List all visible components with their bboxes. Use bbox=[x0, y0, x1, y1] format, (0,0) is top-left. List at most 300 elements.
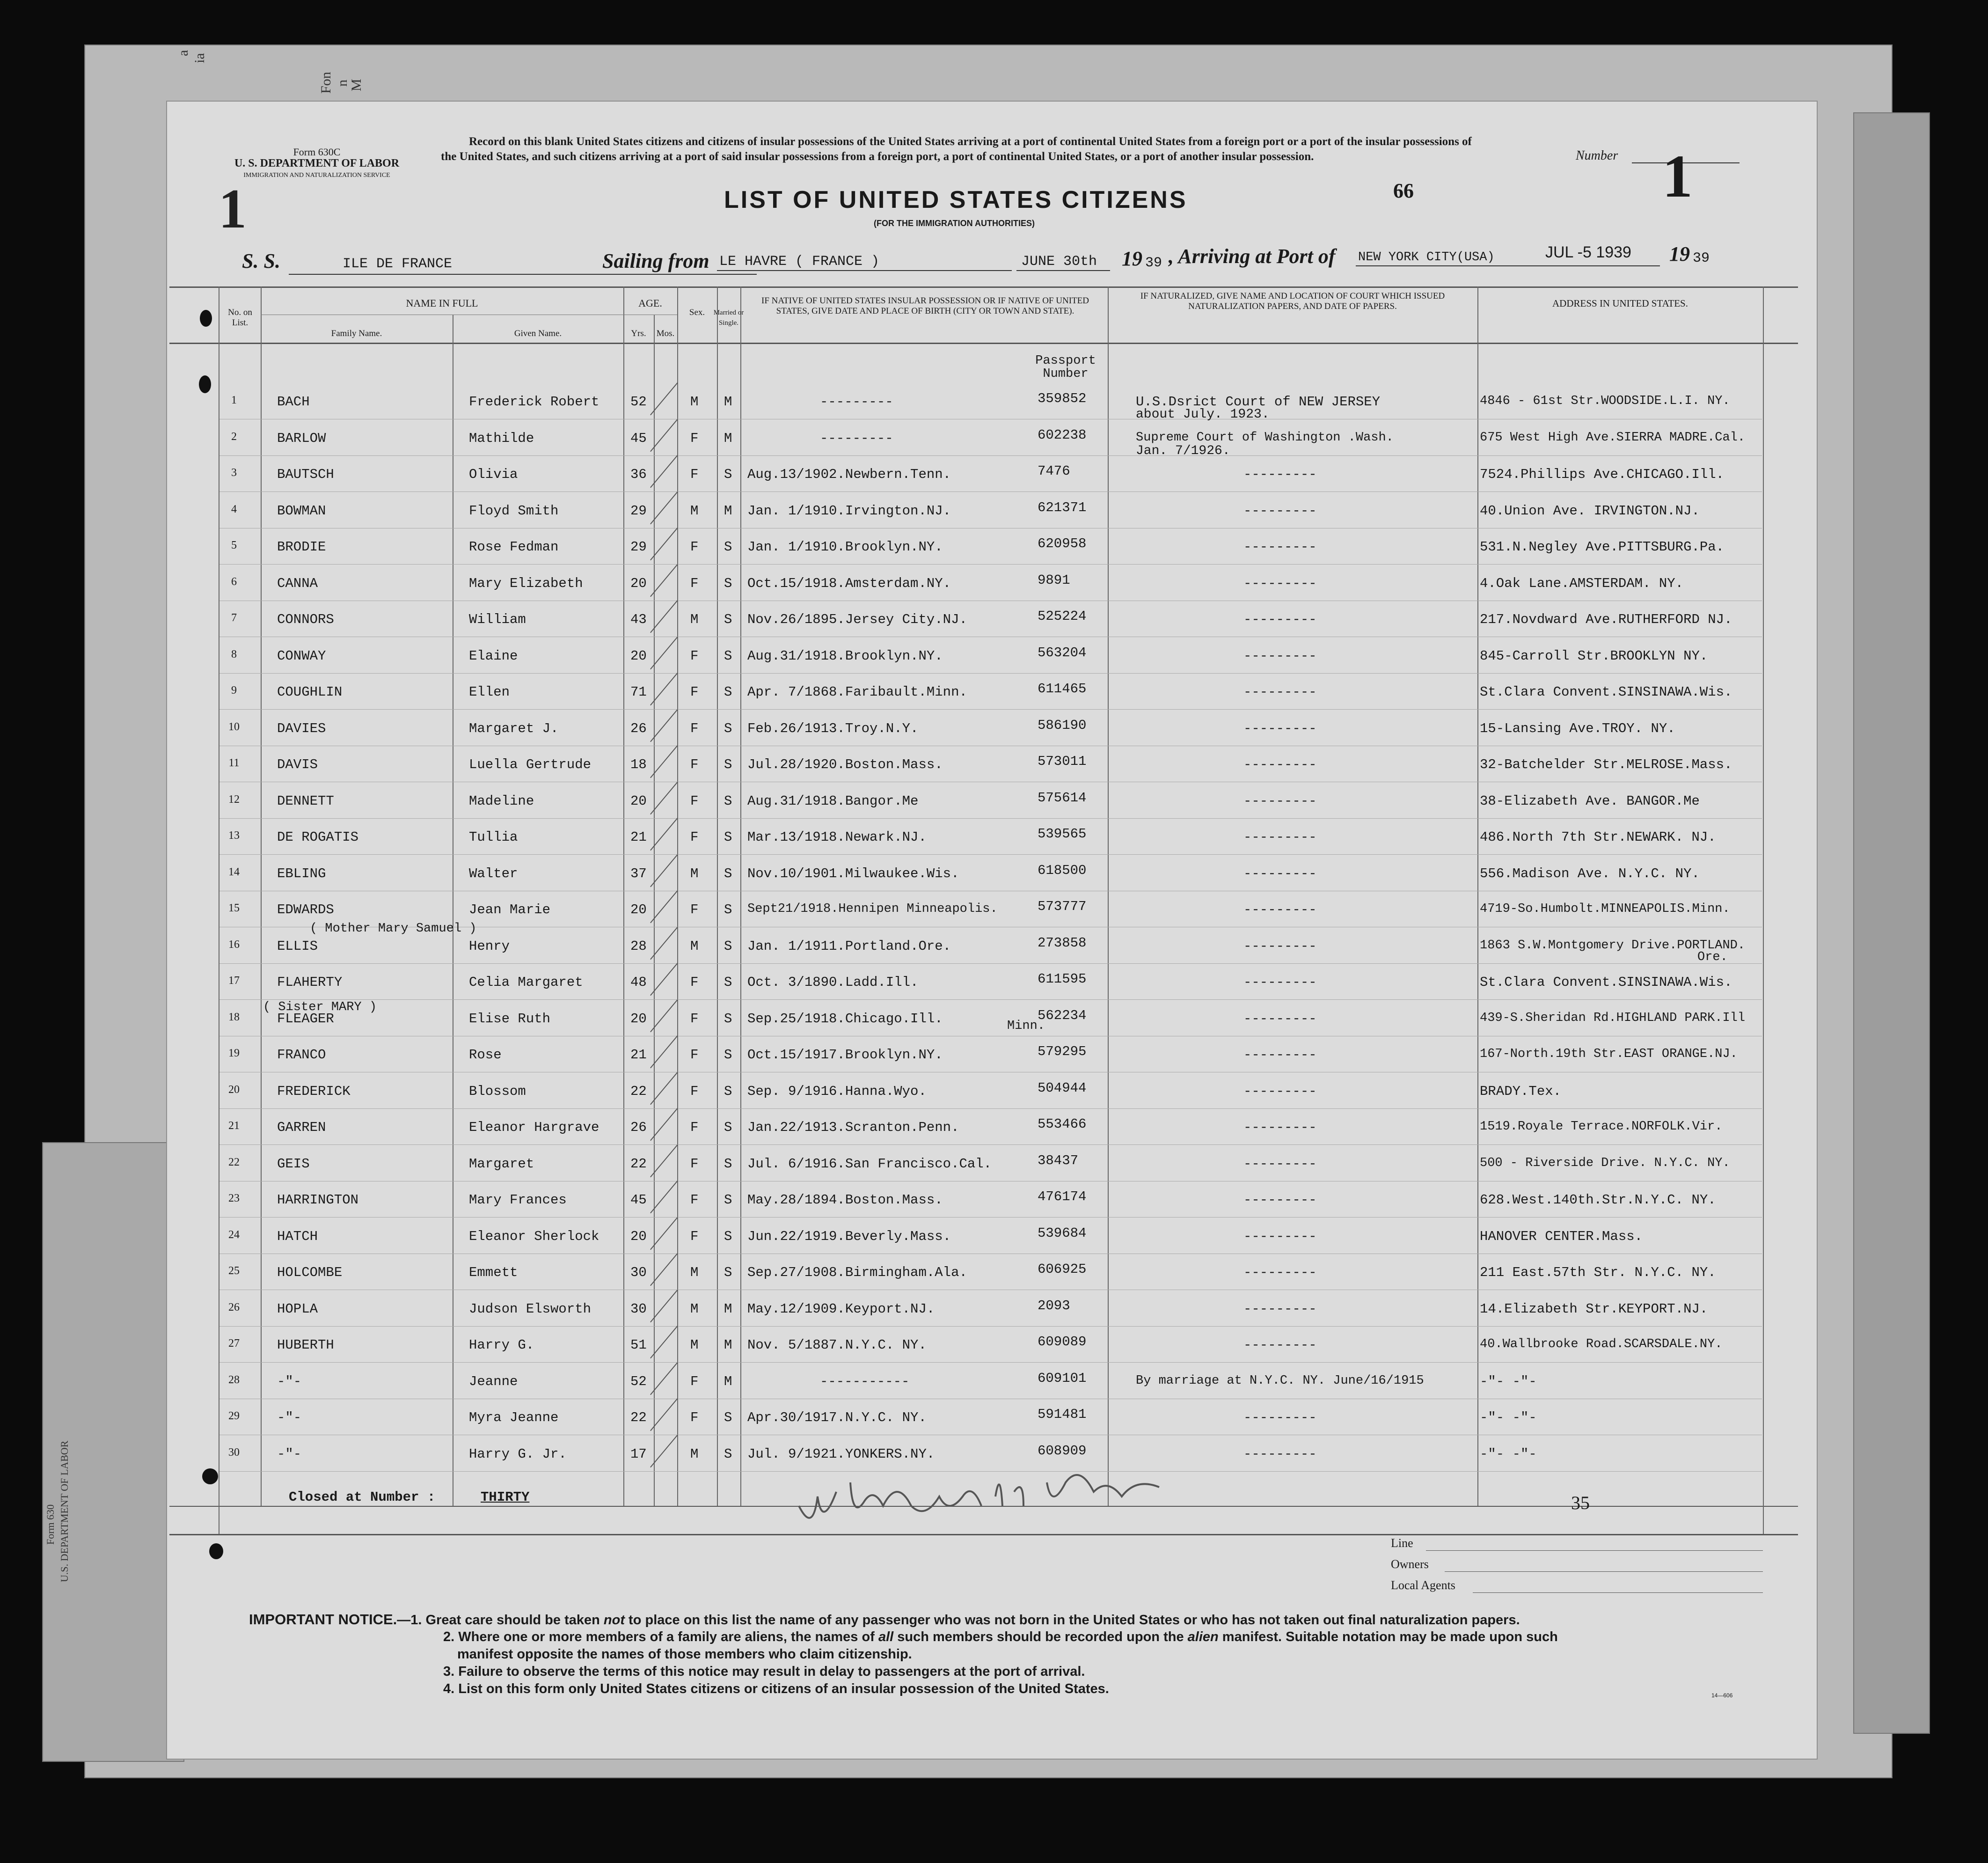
passport-number: 359852 bbox=[1038, 391, 1087, 406]
row-number: 22 bbox=[228, 1156, 240, 1168]
col-divider bbox=[1477, 286, 1478, 1506]
marital-status: M bbox=[724, 430, 732, 446]
birth-date-place: Nov.10/1901.Milwaukee.Wis. bbox=[747, 865, 959, 881]
row-number: 29 bbox=[228, 1410, 240, 1422]
family-name: HATCH bbox=[277, 1228, 318, 1244]
date-from-underline bbox=[1016, 270, 1110, 271]
row-rule bbox=[219, 491, 1762, 492]
notice-item-1 bbox=[249, 1611, 1520, 1628]
col-divider bbox=[654, 315, 655, 1506]
under-margin-text: Fon bbox=[318, 72, 334, 94]
marital-status: S bbox=[724, 467, 732, 482]
col-header-yrs: Yrs. bbox=[631, 329, 646, 338]
sex: F bbox=[690, 829, 699, 845]
age-years: 20 bbox=[630, 648, 647, 664]
signoff-underline bbox=[1445, 1571, 1763, 1572]
signoff-agents-label: Local Agents bbox=[1391, 1578, 1455, 1592]
row-rule bbox=[219, 818, 1762, 819]
page-subtitle: (FOR THE IMMIGRATION AUTHORITIES) bbox=[874, 219, 1035, 228]
row-number: 25 bbox=[228, 1265, 240, 1277]
row-number: 1 bbox=[231, 394, 237, 406]
us-address: 556.Madison Ave. N.Y.C. NY. bbox=[1480, 865, 1700, 881]
row-rule bbox=[219, 1108, 1762, 1109]
marital-status: S bbox=[724, 1265, 732, 1280]
family-name: ELLIS bbox=[277, 938, 318, 954]
age-years: 26 bbox=[630, 1120, 647, 1135]
naturalization-info: --------- bbox=[1243, 612, 1317, 627]
birth-date-place: Aug.31/1918.Bangor.Me bbox=[747, 793, 919, 809]
row-number: 26 bbox=[228, 1301, 240, 1313]
port-to-underline bbox=[1356, 265, 1660, 266]
given-name: Rose Fedman bbox=[469, 539, 559, 555]
age-years: 20 bbox=[630, 793, 647, 809]
naturalization-info: --------- bbox=[1243, 829, 1317, 845]
birth-date-place: Aug.13/1902.Newbern.Tenn. bbox=[747, 467, 951, 482]
signoff-underline bbox=[1473, 1592, 1763, 1593]
col-divider bbox=[623, 286, 624, 1506]
sex: M bbox=[690, 503, 699, 519]
row-number: 7 bbox=[231, 612, 237, 624]
naturalization-info: U.S.Dsrict Court of NEW JERSEY bbox=[1136, 394, 1381, 410]
age-years: 20 bbox=[630, 1228, 647, 1244]
us-address: 439-S.Sheridan Rd.HIGHLAND PARK.Ill bbox=[1480, 1011, 1746, 1025]
row-number: 21 bbox=[228, 1120, 240, 1132]
family-name: FLEAGER bbox=[277, 1011, 334, 1027]
family-name: -"- bbox=[277, 1373, 302, 1389]
given-name: Floyd Smith bbox=[469, 503, 559, 519]
age-years: 51 bbox=[630, 1337, 647, 1353]
age-years: 52 bbox=[630, 1373, 647, 1389]
row-number: 4 bbox=[231, 503, 237, 515]
birth-date-place: Apr.30/1917.N.Y.C. NY. bbox=[747, 1410, 927, 1425]
sex: F bbox=[690, 1120, 699, 1135]
row-rule bbox=[219, 1217, 1762, 1218]
us-address: 4719-So.Humbolt.MINNEAPOLIS.Minn. bbox=[1480, 902, 1730, 916]
ship-name: ILE DE FRANCE bbox=[343, 256, 453, 272]
us-address: 531.N.Negley Ave.PITTSBURG.Pa. bbox=[1480, 539, 1725, 555]
birth-date-place: Jan.22/1913.Scranton.Penn. bbox=[747, 1120, 959, 1135]
passport-number: 586190 bbox=[1038, 717, 1087, 733]
given-name: Emmett bbox=[469, 1265, 518, 1280]
birth-date-place: Oct.15/1917.Brooklyn.NY. bbox=[747, 1047, 943, 1063]
family-name: HUBERTH bbox=[277, 1337, 334, 1353]
department-name: U. S. DEPARTMENT OF LABOR bbox=[234, 157, 400, 169]
age-years: 29 bbox=[630, 539, 647, 555]
naturalization-info: By marriage at N.Y.C. NY. June/16/1915 bbox=[1136, 1373, 1424, 1388]
row-number: 17 bbox=[228, 975, 240, 987]
birth-date-place: Nov. 5/1887.N.Y.C. NY. bbox=[747, 1337, 927, 1353]
birth-date-place: Jan. 1/1911.Portland.Ore. bbox=[747, 938, 951, 954]
row-number: 14 bbox=[228, 865, 240, 878]
age-years: 71 bbox=[630, 684, 647, 700]
passport-number: 575614 bbox=[1038, 790, 1087, 806]
row-rule bbox=[219, 1144, 1762, 1145]
marital-status: S bbox=[724, 1410, 732, 1425]
us-address: BRADY.Tex. bbox=[1480, 1083, 1562, 1099]
arriving-label: , Arriving at Port of bbox=[1169, 245, 1336, 268]
sex: M bbox=[690, 612, 699, 627]
col-header-family: Family Name. bbox=[331, 329, 382, 338]
passport-number: 608909 bbox=[1038, 1443, 1087, 1459]
us-address: 38-Elizabeth Ave. BANGOR.Me bbox=[1480, 793, 1700, 809]
col-divider bbox=[740, 286, 741, 1506]
row-number: 30 bbox=[228, 1446, 240, 1459]
sex: F bbox=[690, 975, 699, 990]
naturalization-info: --------- bbox=[1243, 1011, 1317, 1027]
naturalization-info: --------- bbox=[1243, 1192, 1317, 1208]
given-name: Harry G. bbox=[469, 1337, 534, 1353]
year-suffix-2: 39 bbox=[1693, 250, 1710, 266]
given-name: Frederick Robert bbox=[469, 394, 599, 410]
signoff-underline bbox=[1426, 1550, 1763, 1551]
age-years: 20 bbox=[630, 575, 647, 591]
col-divider bbox=[261, 286, 262, 1506]
given-name: Luella Gertrude bbox=[469, 757, 592, 772]
marital-status: S bbox=[724, 793, 732, 809]
form-number: Form 630C bbox=[293, 146, 341, 158]
us-address: HANOVER CENTER.Mass. bbox=[1480, 1228, 1643, 1244]
age-years: 52 bbox=[630, 394, 647, 410]
passport-number: 562234 bbox=[1038, 1007, 1087, 1023]
row-rule bbox=[219, 673, 1762, 674]
age-years: 22 bbox=[630, 1410, 647, 1425]
family-name: CONWAY bbox=[277, 648, 326, 664]
birth-date-place: --------- bbox=[820, 430, 893, 446]
birth-date-place: Jul. 9/1921.YONKERS.NY. bbox=[747, 1446, 935, 1462]
marital-status: M bbox=[724, 394, 732, 410]
age-years: 43 bbox=[630, 612, 647, 627]
family-name: BARLOW bbox=[277, 430, 326, 446]
birth-date-place: Oct.15/1918.Amsterdam.NY. bbox=[747, 575, 951, 591]
signoff-owners-label: Owners bbox=[1391, 1557, 1429, 1571]
passport-number: 573011 bbox=[1038, 754, 1087, 769]
passport-number: 2093 bbox=[1038, 1298, 1070, 1313]
sex: F bbox=[690, 430, 699, 446]
birth-date-place: Apr. 7/1868.Faribault.Minn. bbox=[747, 684, 967, 700]
us-address: 675 West High Ave.SIERRA MADRE.Cal. bbox=[1480, 430, 1746, 445]
naturalization-info: --------- bbox=[1243, 467, 1317, 482]
given-name: Jeanne bbox=[469, 1373, 518, 1389]
row-rule bbox=[219, 999, 1762, 1000]
birth-date-place: Sep.27/1908.Birmingham.Ala. bbox=[747, 1265, 967, 1280]
age-years: 22 bbox=[630, 1156, 647, 1172]
given-name: Jean Marie bbox=[469, 902, 551, 917]
naturalization-info: --------- bbox=[1243, 575, 1317, 591]
under-margin-text: a bbox=[175, 50, 191, 56]
naturalization-info: --------- bbox=[1243, 539, 1317, 555]
passport-number: 525224 bbox=[1038, 609, 1087, 624]
marital-status: S bbox=[724, 720, 732, 736]
col-divider bbox=[717, 286, 718, 1506]
col-divider bbox=[1108, 286, 1109, 1506]
given-name: Elise Ruth bbox=[469, 1011, 551, 1027]
passport-number: 476174 bbox=[1038, 1189, 1087, 1204]
sex: F bbox=[690, 467, 699, 482]
given-name: Myra Jeanne bbox=[469, 1410, 559, 1425]
age-years: 30 bbox=[630, 1301, 647, 1317]
row-rule bbox=[219, 1326, 1762, 1327]
sex: M bbox=[690, 394, 699, 410]
given-name: Eleanor Hargrave bbox=[469, 1120, 599, 1135]
age-years: 20 bbox=[630, 1011, 647, 1027]
given-name: Harry G. Jr. bbox=[469, 1446, 567, 1462]
passport-number: 611595 bbox=[1038, 971, 1087, 987]
row-rule bbox=[219, 709, 1762, 710]
port-from: LE HAVRE ( FRANCE ) bbox=[719, 254, 880, 270]
passport-number: 9891 bbox=[1038, 572, 1070, 588]
family-name: EBLING bbox=[277, 865, 326, 881]
naturalization-info: --------- bbox=[1243, 648, 1317, 664]
age-years: 18 bbox=[630, 757, 647, 772]
age-years: 30 bbox=[630, 1265, 647, 1280]
family-name: DE ROGATIS bbox=[277, 829, 359, 845]
birth-date-place: May.12/1909.Keyport.NJ. bbox=[747, 1301, 935, 1317]
col-header-mos: Mos. bbox=[656, 329, 675, 338]
marital-status: S bbox=[724, 865, 732, 881]
row-number: 5 bbox=[231, 539, 237, 551]
sex: F bbox=[690, 1410, 699, 1425]
row-number: 20 bbox=[228, 1083, 240, 1096]
given-name: Eleanor Sherlock bbox=[469, 1228, 599, 1244]
col-divider bbox=[677, 286, 678, 1506]
sex: M bbox=[690, 1446, 699, 1462]
row-number: 8 bbox=[231, 648, 237, 660]
birth-date-place: May.28/1894.Boston.Mass. bbox=[747, 1192, 943, 1208]
col-header-age: AGE. bbox=[638, 297, 662, 309]
naturalization-info: --------- bbox=[1243, 865, 1317, 881]
us-address: 40.Wallbrooke Road.SCARSDALE.NY. bbox=[1480, 1337, 1723, 1351]
passport-number: 7476 bbox=[1038, 463, 1070, 479]
given-name: Olivia bbox=[469, 467, 518, 482]
notice-item-4: 4. List on this form only United States citizens or citizens of an insular possession of the United States. bbox=[443, 1681, 1109, 1696]
age-years: 28 bbox=[630, 938, 647, 954]
given-name: Mary Frances bbox=[469, 1192, 567, 1208]
birth-date-place: Feb.26/1913.Troy.N.Y. bbox=[747, 720, 919, 736]
underlying-page-edge bbox=[1853, 112, 1930, 1734]
birth-date-place: Jul. 6/1916.San Francisco.Cal. bbox=[747, 1156, 992, 1172]
header-bottom-rule bbox=[169, 343, 1798, 344]
us-address-cont: Ore. bbox=[1697, 950, 1728, 964]
age-years: 17 bbox=[630, 1446, 647, 1462]
us-address: 4846 - 61st Str.WOODSIDE.L.I. NY. bbox=[1480, 394, 1730, 408]
under-form-label: Form 630 bbox=[44, 1504, 56, 1545]
family-name: -"- bbox=[277, 1446, 302, 1462]
passport-number: 609101 bbox=[1038, 1370, 1087, 1386]
punch-hole bbox=[202, 1468, 218, 1484]
number-label: Number bbox=[1576, 148, 1618, 163]
notice-text: 2. Where one or more members of a family are aliens, the names of bbox=[443, 1629, 878, 1644]
naturalization-info: --------- bbox=[1243, 793, 1317, 809]
us-address: 500 - Riverside Drive. N.Y.C. NY. bbox=[1480, 1156, 1730, 1170]
birth-date-place: Jan. 1/1910.Brooklyn.NY. bbox=[747, 539, 943, 555]
given-name: Tullia bbox=[469, 829, 518, 845]
col-header-address: ADDRESS IN UNITED STATES. bbox=[1552, 298, 1688, 309]
sex: F bbox=[690, 539, 699, 555]
notice-text: to place on this list the name of any passenger who was not born in the United States or who has not taken out final naturalization papers. bbox=[625, 1613, 1520, 1628]
sex: F bbox=[690, 1373, 699, 1389]
given-name: Mary Elizabeth bbox=[469, 575, 583, 591]
table-top-rule bbox=[169, 286, 1798, 288]
naturalization-info: --------- bbox=[1243, 1410, 1317, 1425]
family-name: BAUTSCH bbox=[277, 467, 334, 482]
marital-status: S bbox=[724, 648, 732, 664]
age-years: 26 bbox=[630, 720, 647, 736]
us-address: 15-Lansing Ave.TROY. NY. bbox=[1480, 720, 1675, 736]
sex: M bbox=[690, 1337, 699, 1353]
marital-status: S bbox=[724, 612, 732, 627]
row-rule bbox=[219, 963, 1762, 964]
given-name: Blossom bbox=[469, 1083, 526, 1099]
family-name: HARRINGTON bbox=[277, 1192, 359, 1208]
birth-date-place: Aug.31/1918.Brooklyn.NY. bbox=[747, 648, 943, 664]
page-number: 35 bbox=[1571, 1492, 1590, 1513]
given-name: Madeline bbox=[469, 793, 534, 809]
birth-date-place: Sep.25/1918.Chicago.Ill. bbox=[747, 1011, 943, 1027]
port-from-underline bbox=[717, 270, 1012, 271]
sex: F bbox=[690, 648, 699, 664]
naturalization-info: --------- bbox=[1243, 757, 1317, 772]
naturalization-date: Jan. 7/1926. bbox=[1136, 443, 1230, 458]
marital-status: S bbox=[724, 1156, 732, 1172]
family-name: HOPLA bbox=[277, 1301, 318, 1317]
us-address: 40.Union Ave. IRVINGTON.NJ. bbox=[1480, 503, 1700, 519]
naturalization-info: --------- bbox=[1243, 1228, 1317, 1244]
sex: F bbox=[690, 1192, 699, 1208]
marital-status: S bbox=[724, 829, 732, 845]
notice-item-3: 3. Failure to observe the terms of this notice may result in delay to passengers at the port of arrival. bbox=[443, 1664, 1085, 1679]
naturalization-info: --------- bbox=[1243, 1120, 1317, 1135]
passport-number: 38437 bbox=[1038, 1152, 1079, 1168]
us-address: 845-Carroll Str.BROOKLYN NY. bbox=[1480, 648, 1708, 664]
us-address: St.Clara Convent.SINSINAWA.Wis. bbox=[1480, 684, 1732, 700]
given-name: Judson Elsworth bbox=[469, 1301, 592, 1317]
naturalization-info: --------- bbox=[1243, 720, 1317, 736]
marital-status: S bbox=[724, 1047, 732, 1063]
birth-date-place: Jun.22/1919.Beverly.Mass. bbox=[747, 1228, 951, 1244]
birth-date-place: --------- bbox=[820, 394, 893, 410]
row-note-state: Minn. bbox=[1007, 1019, 1045, 1033]
row-number: 19 bbox=[228, 1047, 240, 1059]
passport-number: 606925 bbox=[1038, 1262, 1087, 1277]
naturalization-info: --------- bbox=[1243, 1337, 1317, 1353]
us-address: 4.Oak Lane.AMSTERDAM. NY. bbox=[1480, 575, 1684, 591]
manifest-sheet bbox=[166, 101, 1818, 1760]
birth-date-place: Jul.28/1920.Boston.Mass. bbox=[747, 757, 943, 772]
handwritten-signature bbox=[794, 1464, 1206, 1534]
large-handwritten-one: 1 bbox=[219, 177, 247, 240]
row-number: 3 bbox=[231, 467, 237, 479]
given-name: Elaine bbox=[469, 648, 518, 664]
sailing-label: Sailing from bbox=[602, 249, 709, 272]
col-header-passport: Passport Number bbox=[1035, 354, 1096, 381]
marital-status: S bbox=[724, 1228, 732, 1244]
record-instructions: Record on this blank United States citizens and citizens of insular possessions of the United States arriving at a port of continental United States from a foreign port or a port of the insular possessions of the United States, and such citizens arriving at a port of said insular possessions from a foreign port, a port of continental United States, or a port of another insular possession. bbox=[441, 135, 1472, 163]
marital-status: S bbox=[724, 1120, 732, 1135]
row-number: 2 bbox=[231, 430, 237, 443]
year-prefix-2: 19 bbox=[1669, 242, 1690, 265]
family-name: DAVIS bbox=[277, 757, 318, 772]
stamp-number: 66 bbox=[1393, 179, 1414, 202]
family-name: FLAHERTY bbox=[277, 975, 343, 990]
family-name: BOWMAN bbox=[277, 503, 326, 519]
marital-status: S bbox=[724, 757, 732, 772]
row-number: 23 bbox=[228, 1192, 240, 1204]
punch-hole bbox=[200, 310, 212, 327]
passport-number: 591481 bbox=[1038, 1407, 1087, 1422]
year-prefix-1: 19 bbox=[1122, 247, 1142, 270]
family-name: BRODIE bbox=[277, 539, 326, 555]
passport-number: 539684 bbox=[1038, 1225, 1087, 1241]
ss-label: S. S. bbox=[242, 249, 280, 272]
birth-date-place: Sep. 9/1916.Hanna.Wyo. bbox=[747, 1083, 927, 1099]
passport-number: 618500 bbox=[1038, 862, 1087, 878]
us-address: 486.North 7th Str.NEWARK. NJ. bbox=[1480, 829, 1716, 845]
sex: M bbox=[690, 1265, 699, 1280]
passport-number: 553466 bbox=[1038, 1116, 1087, 1132]
sex: F bbox=[690, 1047, 699, 1063]
passport-number: 621371 bbox=[1038, 499, 1087, 515]
form-id-block bbox=[219, 146, 415, 181]
marital-status: S bbox=[724, 1446, 732, 1462]
family-name: -"- bbox=[277, 1410, 302, 1425]
marital-status: S bbox=[724, 575, 732, 591]
sex: F bbox=[690, 1083, 699, 1099]
year-suffix-1: 39 bbox=[1145, 255, 1162, 271]
row-rule bbox=[219, 1362, 1762, 1363]
col-header-naturalized: IF NATURALIZED, GIVE NAME AND LOCATION OF COURT WHICH ISSUED NATURALIZATION PAPERS, AND DATE OF PAPERS. bbox=[1140, 291, 1445, 311]
closing-bottom-rule bbox=[169, 1534, 1798, 1535]
under-margin-text: M bbox=[349, 79, 364, 91]
sex: F bbox=[690, 793, 699, 809]
row-number: 11 bbox=[228, 757, 240, 769]
naturalization-info: --------- bbox=[1243, 1047, 1317, 1063]
passport-number: 504944 bbox=[1038, 1080, 1087, 1096]
us-address: 628.West.140th.Str.N.Y.C. NY. bbox=[1480, 1192, 1716, 1208]
given-name: Henry bbox=[469, 938, 510, 954]
passport-number: 609089 bbox=[1038, 1334, 1087, 1350]
us-address: 167-North.19th Str.EAST ORANGE.NJ. bbox=[1480, 1047, 1738, 1061]
row-number: 13 bbox=[228, 829, 240, 842]
us-address: -"- -"- bbox=[1480, 1446, 1537, 1462]
passport-number: 579295 bbox=[1038, 1044, 1087, 1059]
row-number: 18 bbox=[228, 1011, 240, 1023]
number-value: 1 bbox=[1662, 143, 1693, 210]
row-number: 12 bbox=[228, 793, 240, 806]
age-years: 36 bbox=[630, 467, 647, 482]
col-header-name: NAME IN FULL bbox=[406, 297, 478, 309]
family-name: CONNORS bbox=[277, 612, 334, 627]
given-name: Walter bbox=[469, 865, 518, 881]
row-number: 28 bbox=[228, 1373, 240, 1386]
notice-text: —1. Great care should be taken bbox=[397, 1613, 604, 1628]
age-years: 21 bbox=[630, 1047, 647, 1063]
age-years: 21 bbox=[630, 829, 647, 845]
row-rule bbox=[219, 854, 1762, 855]
family-name: GARREN bbox=[277, 1120, 326, 1135]
col-header-given: Given Name. bbox=[514, 329, 562, 338]
birth-date-place: Sept21/1918.Hennipen Minneapolis. bbox=[747, 902, 998, 916]
closing-value: THIRTY bbox=[481, 1489, 530, 1505]
col-header-no: No. on List. bbox=[228, 308, 252, 328]
passport-number: 573777 bbox=[1038, 899, 1087, 914]
given-name: Mathilde bbox=[469, 430, 534, 446]
marital-status: S bbox=[724, 1011, 732, 1027]
sex: F bbox=[690, 684, 699, 700]
sex: F bbox=[690, 1228, 699, 1244]
sex: F bbox=[690, 720, 699, 736]
sex: F bbox=[690, 757, 699, 772]
row-rule bbox=[219, 455, 1762, 456]
